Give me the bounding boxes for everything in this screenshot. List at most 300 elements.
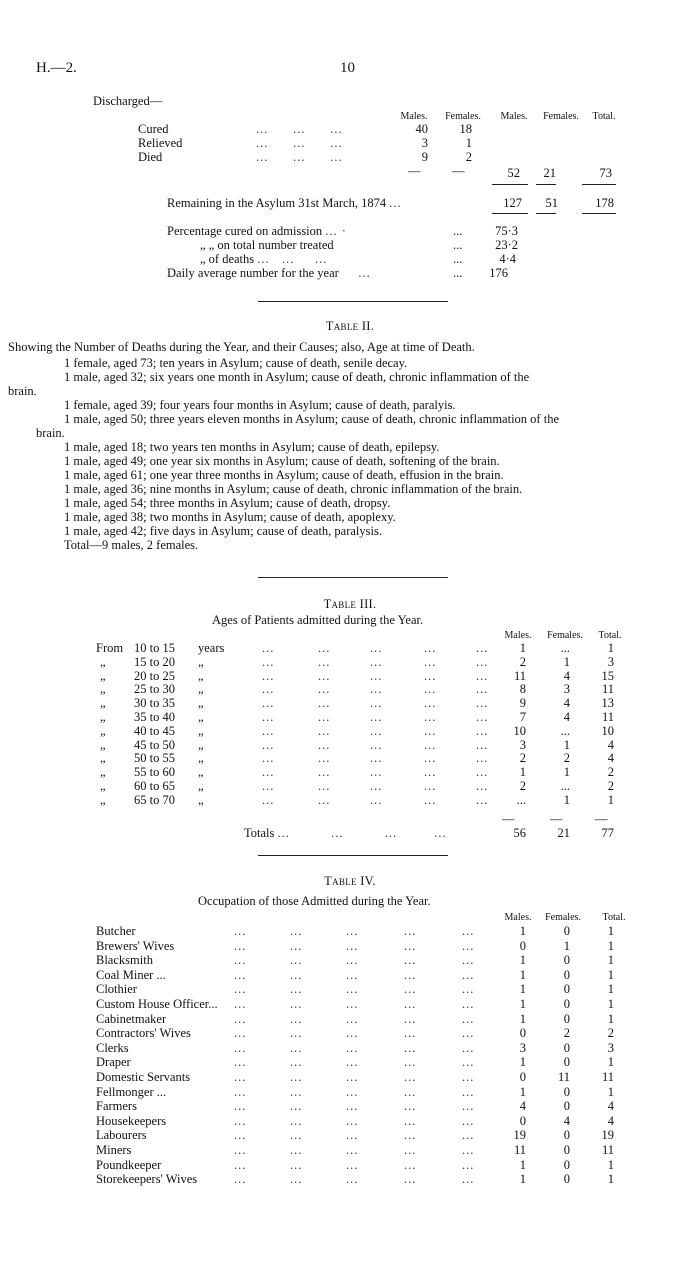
age-total: 2 xyxy=(607,779,614,793)
occupation-label: Farmers xyxy=(96,1099,137,1114)
occupation-label: Clerks xyxy=(96,1040,129,1055)
rule xyxy=(582,213,616,214)
age-males: 10 xyxy=(513,723,526,738)
page-number: 10 xyxy=(340,60,355,76)
occupation-label: Labourers xyxy=(96,1128,147,1143)
dots: ... xyxy=(404,938,417,953)
dots: ... xyxy=(462,1084,475,1099)
dots: ... xyxy=(404,953,417,968)
dots: ... xyxy=(290,953,303,968)
age-range: 20 to 25 xyxy=(134,668,175,683)
occupation-females: 0 xyxy=(563,1172,570,1187)
dots: ... xyxy=(346,953,359,968)
dots: ... xyxy=(404,1099,417,1114)
table3-subtitle: Ages of Patients admitted during the Year. xyxy=(212,613,424,627)
dots: ... xyxy=(476,765,489,780)
dots: ... xyxy=(234,1040,247,1055)
occupation-total: 1 xyxy=(607,1011,614,1026)
occupation-total: 4 xyxy=(607,1099,614,1114)
age-range: 25 to 30 xyxy=(134,682,175,697)
col-males-header: Males. xyxy=(400,111,428,122)
t4-col-females: Females. xyxy=(545,912,581,923)
occupation-total: 1 xyxy=(607,938,614,953)
dots: ... xyxy=(290,1055,303,1070)
age-unit: „ xyxy=(198,765,204,780)
dots: ... xyxy=(424,723,437,738)
table2-line: 1 male, aged 32; six years one month in Asylum; cause of death, chronic inflammation of the xyxy=(64,370,530,384)
occupation-label: Domestic Servants xyxy=(96,1070,191,1084)
dots: ... xyxy=(346,1113,359,1128)
dots: ... xyxy=(476,682,489,697)
age-total: 1 xyxy=(607,641,614,655)
dots: ... xyxy=(346,1157,359,1172)
age-total: 4 xyxy=(607,737,614,752)
discharged-row-label: Relieved xyxy=(138,136,183,150)
remaining-males: 127 xyxy=(503,196,522,210)
dots: ... xyxy=(404,1055,417,1070)
dots: ... xyxy=(404,1040,417,1055)
dots: ... xyxy=(462,1099,475,1114)
dots: ... xyxy=(262,737,275,752)
dots: ... xyxy=(462,1157,475,1172)
dots: ... xyxy=(404,1113,417,1128)
occupation-males: 0 xyxy=(519,1070,526,1084)
dots: ... ... ... xyxy=(256,150,343,164)
occupation-label: Storekeepers' Wives xyxy=(96,1172,198,1187)
dots: ... xyxy=(262,751,275,766)
occupation-males: 1 xyxy=(519,953,526,968)
occupation-females: 0 xyxy=(563,967,570,982)
occupation-females: 11 xyxy=(557,1070,570,1084)
table2-line: 1 male, aged 38; two months in Asylum; cause of death, apoplexy. xyxy=(64,510,396,524)
t3-col-males: Males. xyxy=(504,630,532,641)
occupation-total: 1 xyxy=(607,967,614,982)
age-unit: „ xyxy=(198,654,204,669)
occupation-males: 11 xyxy=(513,1143,526,1157)
dots: ... xyxy=(453,252,463,266)
dash: — xyxy=(502,812,515,826)
dots: ... xyxy=(370,696,383,711)
dots: ... xyxy=(234,1070,247,1084)
dots: ... xyxy=(290,1026,303,1041)
age-females: 1 xyxy=(563,765,570,780)
occupation-females: 0 xyxy=(563,1128,570,1143)
daily-average-value: 176 xyxy=(489,266,508,280)
age-total: 13 xyxy=(601,696,614,711)
dots: ... xyxy=(318,765,331,780)
age-males: 2 xyxy=(519,751,526,766)
dots: ... xyxy=(424,696,437,711)
occupation-total: 19 xyxy=(601,1128,614,1143)
table2-line: 1 male, aged 36; nine months in Asylum; cause of death, chronic inflammation of the brain. xyxy=(64,482,523,496)
age-range: 40 to 45 xyxy=(134,723,175,738)
section-divider xyxy=(258,855,448,856)
dots: ... xyxy=(404,997,417,1011)
dots: ... xyxy=(262,710,275,724)
col-females2-header: Females. xyxy=(543,111,579,122)
dots: ... xyxy=(476,641,489,655)
age-females: 4 xyxy=(563,710,570,724)
dots: ... xyxy=(290,967,303,982)
dots: ... xyxy=(234,982,247,997)
age-total: 11 xyxy=(601,682,614,697)
dots: ... xyxy=(346,1011,359,1026)
dots: ... xyxy=(462,1055,475,1070)
dots: ... xyxy=(346,1084,359,1099)
occupation-males: 1 xyxy=(519,997,526,1011)
dots: ... xyxy=(462,1143,475,1157)
occupation-males: 1 xyxy=(519,967,526,982)
daily-average-label: Daily average number for the year ... xyxy=(167,266,371,280)
dots: ... xyxy=(346,938,359,953)
dots: ... xyxy=(424,737,437,752)
dots: ... xyxy=(404,924,417,938)
discharged-row-males: 9 xyxy=(421,150,428,164)
age-females: ... xyxy=(560,641,570,655)
dots: ... xyxy=(404,1026,417,1041)
occupation-males: 3 xyxy=(519,1040,526,1055)
dots: ... xyxy=(234,967,247,982)
occupation-total: 1 xyxy=(607,1084,614,1099)
age-males: 7 xyxy=(519,710,526,724)
age-females: 3 xyxy=(563,682,570,697)
dots: ... xyxy=(404,1011,417,1026)
age-total: 3 xyxy=(607,654,614,669)
occupation-males: 0 xyxy=(519,1026,526,1041)
age-prefix: „ xyxy=(100,737,106,752)
occupation-label: Fellmonger ... xyxy=(96,1084,167,1099)
dots: ... xyxy=(370,654,383,669)
dots: ... xyxy=(424,710,437,724)
occupation-males: 19 xyxy=(513,1128,526,1143)
age-prefix: „ xyxy=(100,710,106,724)
dots: ... xyxy=(234,938,247,953)
dots: ... xyxy=(290,1128,303,1143)
occupation-females: 2 xyxy=(563,1026,570,1041)
discharged-row-females: 2 xyxy=(465,150,472,164)
dots: ... xyxy=(262,654,275,669)
dots: ... xyxy=(234,1099,247,1114)
dots: ... xyxy=(346,924,359,938)
age-range: 55 to 60 xyxy=(134,765,175,780)
dots: ... xyxy=(370,710,383,724)
occupation-females: 0 xyxy=(563,1055,570,1070)
age-total: 2 xyxy=(607,765,614,780)
dots: ... xyxy=(370,682,383,697)
dots: ... xyxy=(424,792,437,807)
occupation-males: 0 xyxy=(519,938,526,953)
dots: ... xyxy=(453,224,463,238)
dots: ... xyxy=(234,924,247,938)
age-total: 15 xyxy=(601,668,614,683)
occupation-total: 11 xyxy=(601,1143,614,1157)
occupation-females: 4 xyxy=(563,1113,570,1128)
occupation-males: 4 xyxy=(519,1099,526,1114)
age-prefix: „ xyxy=(100,779,106,793)
age-unit: „ xyxy=(198,710,204,724)
t3-col-total: Total. xyxy=(598,630,622,641)
dots: ... xyxy=(462,1128,475,1143)
dots: ... xyxy=(234,1172,247,1187)
table4-title: Table IV. xyxy=(324,874,376,888)
dots: ... xyxy=(318,668,331,683)
dots: ... ... ... xyxy=(256,136,343,150)
table2-line: 1 male, aged 50; three years eleven months in Asylum; cause of death, chronic inflammation of the xyxy=(64,412,559,426)
discharged-row-label: Died xyxy=(138,150,163,164)
age-prefix: „ xyxy=(100,696,106,711)
dots: ... xyxy=(262,682,275,697)
dots: ... xyxy=(234,1113,247,1128)
dots: ... xyxy=(476,696,489,711)
age-range: 60 to 65 xyxy=(134,779,175,793)
discharged-total-total: 73 xyxy=(599,166,612,180)
occupation-label: Coal Miner ... xyxy=(96,967,166,982)
occupation-total: 1 xyxy=(607,924,614,938)
age-females: 4 xyxy=(563,668,570,683)
dots: ... xyxy=(476,710,489,724)
dash: — xyxy=(452,164,465,178)
dots: ... xyxy=(346,1070,359,1084)
occupation-females: 0 xyxy=(563,924,570,938)
dots: ... xyxy=(346,997,359,1011)
totals-label: Totals ... ... ... ... xyxy=(244,826,447,840)
dots: ... xyxy=(318,710,331,724)
dots: ... xyxy=(424,668,437,683)
dots: ... xyxy=(424,641,437,655)
age-range: 15 to 20 xyxy=(134,654,175,669)
occupation-males: 1 xyxy=(519,1055,526,1070)
age-unit: years xyxy=(198,641,225,655)
occupation-males: 1 xyxy=(519,982,526,997)
age-total: 1 xyxy=(607,792,614,807)
dots: ... xyxy=(346,1055,359,1070)
dots: ... xyxy=(346,1172,359,1187)
age-prefix: „ xyxy=(100,723,106,738)
pct-admission-value: 75·3 xyxy=(495,224,518,238)
dots: ... xyxy=(346,967,359,982)
occupation-label: Cabinetmaker xyxy=(96,1011,167,1026)
age-females: ... xyxy=(560,723,570,738)
discharged-row-label: Cured xyxy=(138,122,169,136)
age-prefix: From xyxy=(96,641,124,655)
dots: ... xyxy=(476,654,489,669)
dots: ... xyxy=(476,668,489,683)
section-divider xyxy=(258,577,448,578)
discharged-total-males: 52 xyxy=(507,166,520,180)
pct-deaths-label: „ of deaths ... ... ... xyxy=(200,252,328,266)
dots: ... xyxy=(453,266,463,280)
dots: ... xyxy=(424,654,437,669)
rule xyxy=(492,184,528,185)
dots: ... xyxy=(424,779,437,793)
dots: ... xyxy=(234,1084,247,1099)
age-males: 2 xyxy=(519,779,526,793)
occupation-females: 0 xyxy=(563,1084,570,1099)
dots: ... xyxy=(318,751,331,766)
dots: ... xyxy=(318,779,331,793)
dots: ... xyxy=(404,1157,417,1172)
dots: ... xyxy=(346,1026,359,1041)
table2-line: 1 male, aged 42; five days in Asylum; cause of death, paralysis. xyxy=(64,524,382,538)
age-unit: „ xyxy=(198,682,204,697)
occupation-label: Contractors' Wives xyxy=(96,1026,191,1041)
dots: ... xyxy=(424,682,437,697)
dots: ... xyxy=(462,953,475,968)
age-range: 65 to 70 xyxy=(134,792,175,807)
dots: ... xyxy=(290,1011,303,1026)
table2-line: Total—9 males, 2 females. xyxy=(64,538,199,552)
table3-title: Table III. xyxy=(323,597,377,611)
occupation-label: Draper xyxy=(96,1055,131,1070)
dots: ... xyxy=(370,765,383,780)
dash: — xyxy=(550,812,563,826)
dots: ... xyxy=(234,997,247,1011)
age-females: 1 xyxy=(563,654,570,669)
age-total: 4 xyxy=(607,751,614,766)
age-males: ... xyxy=(516,792,526,807)
table2-line: 1 female, aged 39; four years four months in Asylum; cause of death, paralyis. xyxy=(64,398,456,412)
occupation-males: 1 xyxy=(519,924,526,938)
dots: ... xyxy=(462,938,475,953)
dots: ... xyxy=(476,737,489,752)
occupation-label: Miners xyxy=(96,1143,132,1157)
age-unit: „ xyxy=(198,792,204,807)
dots: ... xyxy=(462,982,475,997)
discharged-heading: Discharged— xyxy=(93,94,163,108)
age-range: 50 to 55 xyxy=(134,751,175,766)
age-unit: „ xyxy=(198,779,204,793)
dots: ... xyxy=(404,1070,417,1084)
col-females-header: Females. xyxy=(445,111,481,122)
dots: ... xyxy=(262,723,275,738)
occupation-total: 1 xyxy=(607,1055,614,1070)
table2-line: 1 male, aged 61; one year three months in Asylum; cause of death, effusion in the brain. xyxy=(64,468,504,482)
occupation-males: 1 xyxy=(519,1084,526,1099)
occupation-males: 1 xyxy=(519,1172,526,1187)
dots: ... xyxy=(234,1011,247,1026)
table2-line: 1 male, aged 18; two years ten months in Asylum; cause of death, epilepsy. xyxy=(64,440,440,454)
dots: ... xyxy=(262,779,275,793)
age-males: 1 xyxy=(519,641,526,655)
occupation-label: Clothier xyxy=(96,982,137,997)
occupation-females: 0 xyxy=(563,1040,570,1055)
occupation-females: 0 xyxy=(563,982,570,997)
pct-admission-label: Percentage cured on admission ... · xyxy=(167,224,347,238)
dots: ... xyxy=(318,682,331,697)
age-males: 2 xyxy=(519,654,526,669)
dots: ... xyxy=(453,238,463,252)
occupation-total: 11 xyxy=(601,1070,614,1084)
dots: ... xyxy=(290,1070,303,1084)
table4-subtitle: Occupation of those Admitted during the Year. xyxy=(198,894,431,908)
dots: ... xyxy=(462,1011,475,1026)
totals-males: 56 xyxy=(513,826,526,840)
dots: ... xyxy=(462,997,475,1011)
pct-treated-value: 23·2 xyxy=(495,238,518,252)
col-total-header: Total. xyxy=(592,111,616,122)
dots: ... xyxy=(290,1172,303,1187)
occupation-females: 0 xyxy=(563,1143,570,1157)
discharged-row-females: 18 xyxy=(459,122,472,136)
occupation-total: 3 xyxy=(607,1040,614,1055)
age-males: 11 xyxy=(513,668,526,683)
age-total: 10 xyxy=(601,723,614,738)
age-prefix: „ xyxy=(100,765,106,780)
occupation-males: 1 xyxy=(519,1157,526,1172)
dots: ... xyxy=(262,792,275,807)
age-unit: „ xyxy=(198,751,204,766)
dots: ... xyxy=(476,751,489,766)
age-males: 8 xyxy=(519,682,526,697)
age-females: 1 xyxy=(563,737,570,752)
dots: ... xyxy=(404,1084,417,1099)
dots: ... xyxy=(290,1157,303,1172)
occupation-label: Blacksmith xyxy=(96,953,153,968)
t4-col-total: Total. xyxy=(602,912,626,923)
dots: ... xyxy=(462,1026,475,1041)
dots: ... xyxy=(290,1113,303,1128)
dots: ... xyxy=(462,967,475,982)
occupation-females: 0 xyxy=(563,953,570,968)
dots: ... xyxy=(346,1099,359,1114)
pct-treated-label: „ „ on total number treated xyxy=(200,238,334,252)
dots: ... xyxy=(262,668,275,683)
rule xyxy=(536,213,556,214)
discharged-total-females: 21 xyxy=(543,166,556,180)
dots: ... xyxy=(404,1143,417,1157)
discharged-row-males: 3 xyxy=(421,136,428,150)
occupation-label: Poundkeeper xyxy=(96,1157,162,1172)
dots: ... xyxy=(370,668,383,683)
remaining-females: 51 xyxy=(545,196,558,210)
occupation-females: 1 xyxy=(563,938,570,953)
dots: ... xyxy=(290,1040,303,1055)
dots: ... xyxy=(424,751,437,766)
dash: — xyxy=(408,164,421,178)
dots: ... xyxy=(424,765,437,780)
occupation-label: Custom House Officer... xyxy=(96,997,218,1011)
dots: ... xyxy=(404,967,417,982)
table2-line-wrap: brain. xyxy=(8,384,37,398)
occupation-males: 0 xyxy=(519,1113,526,1128)
dots: ... xyxy=(318,641,331,655)
discharged-row-males: 40 xyxy=(415,122,428,136)
age-range: 35 to 40 xyxy=(134,710,175,724)
dots: ... xyxy=(346,1128,359,1143)
age-females: ... xyxy=(560,779,570,793)
rule xyxy=(582,184,616,185)
age-unit: „ xyxy=(198,723,204,738)
age-prefix: „ xyxy=(100,654,106,669)
age-range: 45 to 50 xyxy=(134,737,175,752)
dots: ... xyxy=(290,1084,303,1099)
dots: ... xyxy=(234,1055,247,1070)
dots: ... xyxy=(290,924,303,938)
dots: ... xyxy=(404,982,417,997)
age-prefix: „ xyxy=(100,682,106,697)
dash: — xyxy=(595,812,608,826)
dots: ... xyxy=(234,953,247,968)
section-divider xyxy=(258,301,448,302)
occupation-total: 1 xyxy=(607,997,614,1011)
age-males: 9 xyxy=(519,696,526,711)
remaining-label: Remaining in the Asylum 31st March, 1874 ... xyxy=(167,196,402,210)
dots: ... xyxy=(476,792,489,807)
pct-deaths-value: 4·4 xyxy=(499,252,516,266)
age-unit: „ xyxy=(198,668,204,683)
dots: ... ... ... xyxy=(256,122,343,136)
age-males: 3 xyxy=(519,737,526,752)
